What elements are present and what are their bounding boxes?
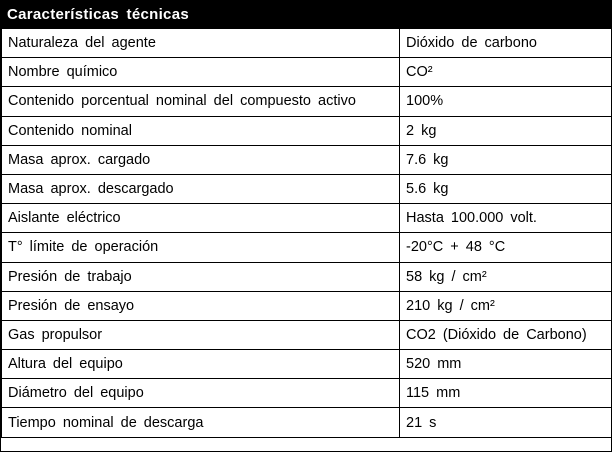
table-row — [2, 29, 612, 58]
row-label: Presión de ensayo — [2, 291, 400, 320]
row-value: Dióxido de carbono — [400, 29, 612, 58]
table-row — [2, 233, 612, 262]
row-value: CO2 (Dióxido de Carbono) — [400, 320, 612, 349]
row-label: Altura del equipo — [2, 350, 400, 379]
row-label: Aislante eléctrico — [2, 204, 400, 233]
specs-table — [1, 28, 612, 438]
table-row — [2, 204, 612, 233]
row-label: Masa aprox. cargado — [2, 145, 400, 174]
row-value: CO² — [400, 58, 612, 87]
table-row — [2, 320, 612, 349]
table-row — [2, 174, 612, 203]
row-value: 7.6 kg — [400, 145, 612, 174]
row-label: Tiempo nominal de descarga — [2, 408, 400, 437]
row-value: 21 s — [400, 408, 612, 437]
row-value: 115 mm — [400, 379, 612, 408]
row-label: Contenido nominal — [2, 116, 400, 145]
row-label: Nombre químico — [2, 58, 400, 87]
table-row — [2, 116, 612, 145]
row-value: 5.6 kg — [400, 174, 612, 203]
table-row — [2, 350, 612, 379]
table-row — [2, 291, 612, 320]
row-value: -20°C + 48 °C — [400, 233, 612, 262]
row-value: 210 kg / cm² — [400, 291, 612, 320]
table-row — [2, 408, 612, 437]
row-label: Presión de trabajo — [2, 262, 400, 291]
table-row — [2, 379, 612, 408]
table-row — [2, 262, 612, 291]
table-row — [2, 145, 612, 174]
table-row — [2, 87, 612, 116]
row-value: 520 mm — [400, 350, 612, 379]
row-label: Naturaleza del agente — [2, 29, 400, 58]
row-label: Contenido porcentual nominal del compuesto activo — [2, 87, 400, 116]
row-value: Hasta 100.000 volt. — [400, 204, 612, 233]
table-row — [2, 58, 612, 87]
row-label: Diámetro del equipo — [2, 379, 400, 408]
row-value: 2 kg — [400, 116, 612, 145]
table-title: Características técnicas — [1, 1, 611, 28]
row-label: Gas propulsor — [2, 320, 400, 349]
row-value: 100% — [400, 87, 612, 116]
row-value: 58 kg / cm² — [400, 262, 612, 291]
row-label: Masa aprox. descargado — [2, 174, 400, 203]
row-label: T° límite de operación — [2, 233, 400, 262]
